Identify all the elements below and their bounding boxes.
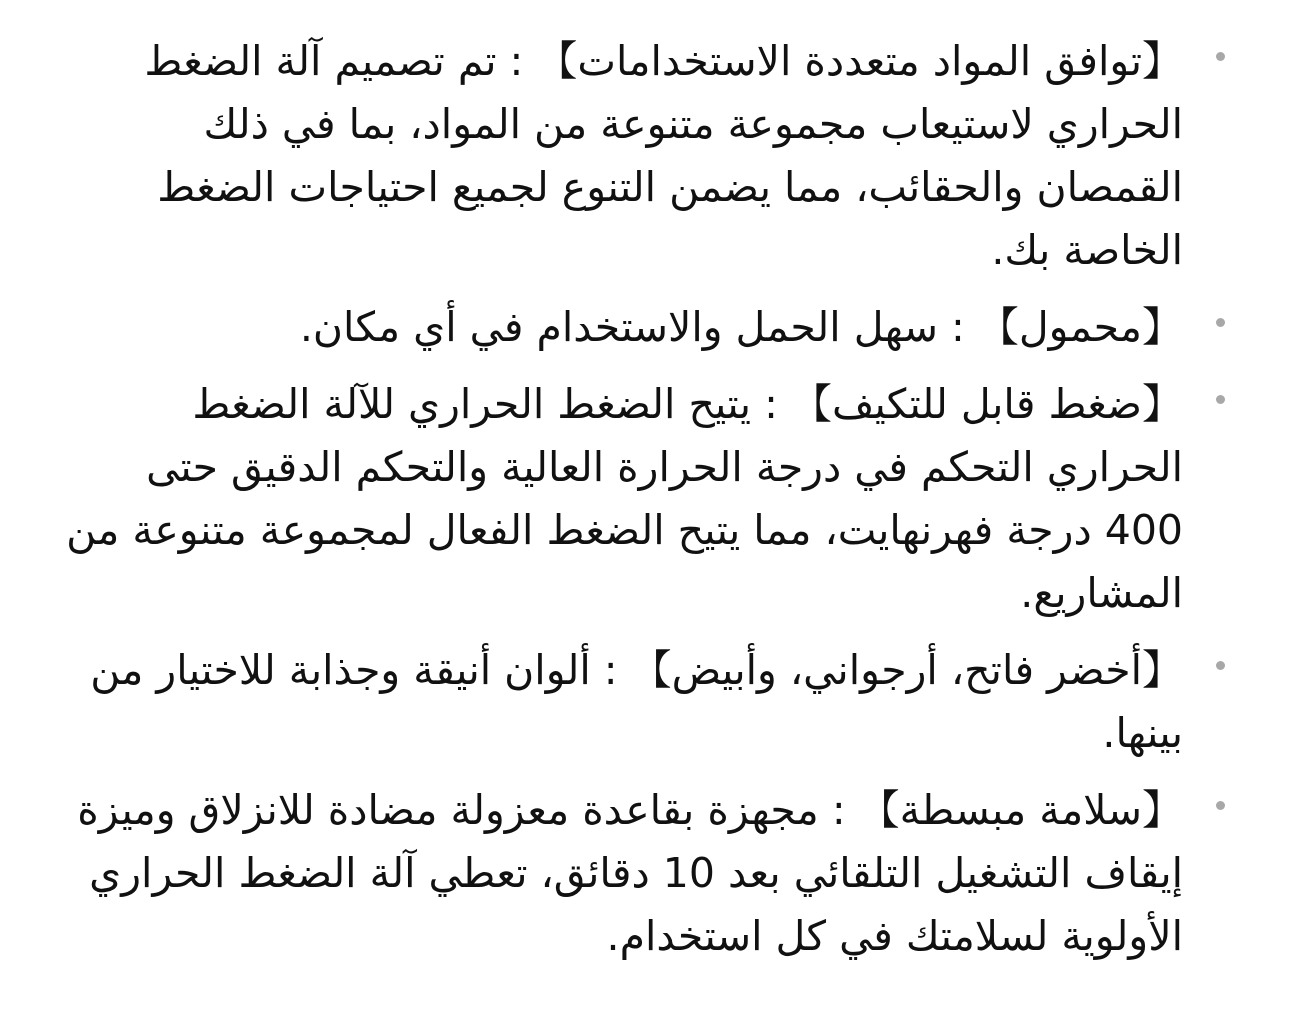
list-item <box>0 639 1310 765</box>
bullet-icon <box>1216 318 1225 327</box>
item-separator: : <box>938 303 978 351</box>
item-title: 【محمول】 <box>977 303 1183 351</box>
list-item <box>0 373 1310 625</box>
list-item <box>0 296 1310 359</box>
item-body: تم تصميم آلة الضغط الحراري لاستيعاب مجموعة متنوعة من المواد، بما في ذلك القمصان والحقائب، مما يضمن التنوع لجميع احتياجات الضغط الخاصة بك. <box>144 37 1183 274</box>
item-separator: : <box>818 786 859 834</box>
item-separator: : <box>496 37 537 85</box>
item-body: سهل الحمل والاستخدام في أي مكان. <box>299 303 938 351</box>
item-text <box>55 30 1183 282</box>
list-item <box>0 30 1310 282</box>
item-text <box>55 639 1183 765</box>
item-body: مجهزة بقاعدة معزولة مضادة للانزلاق وميزة إيقاف التشغيل التلقائي بعد 10 دقائق، تعطي آلة الضغط الحراري الأولوية لسلامتك في كل استخدام. <box>77 786 1183 960</box>
item-title: 【سلامة مبسطة】 <box>858 786 1183 834</box>
item-body: يتيح الضغط الحراري للآلة الضغط الحراري التحكم في درجة الحرارة العالية والتحكم الدقيق حتى 400 درجة فهرنهايت، مما يتيح الضغط الفعال لمجموعة متنوعة من المشاريع. <box>66 380 1183 617</box>
item-separator: : <box>751 380 791 428</box>
item-text <box>55 296 1183 359</box>
bullet-icon <box>1216 661 1225 670</box>
item-separator: : <box>590 646 631 694</box>
bullet-icon <box>1216 395 1225 404</box>
item-body: ألوان أنيقة وجذابة للاختيار من بينها. <box>90 646 1183 757</box>
bullet-icon <box>1216 801 1225 810</box>
item-text <box>55 373 1183 625</box>
item-title: 【أخضر فاتح، أرجواني، وأبيض】 <box>630 646 1183 694</box>
item-title: 【ضغط قابل للتكيف】 <box>790 380 1183 428</box>
item-text <box>55 779 1183 968</box>
bullet-icon <box>1216 52 1225 61</box>
item-title: 【توافق المواد متعددة الاستخدامات】 <box>536 37 1183 85</box>
list-item <box>0 779 1310 968</box>
